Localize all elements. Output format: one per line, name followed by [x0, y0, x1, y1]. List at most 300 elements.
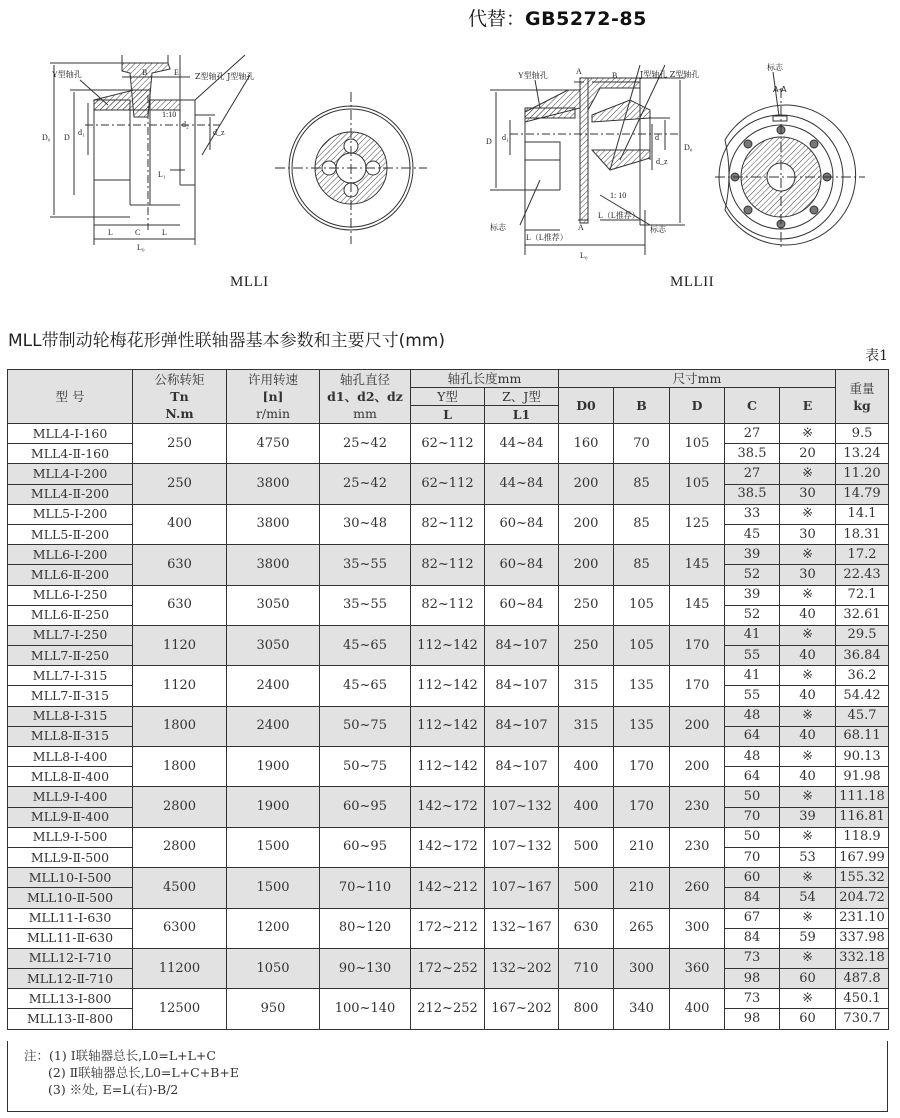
- cell-b: 300: [614, 948, 670, 988]
- cell-bore-len-l1: 132~202: [485, 948, 559, 988]
- cell-weight: 231.10: [836, 908, 889, 928]
- label-taper: 1:10: [162, 110, 177, 119]
- cell-bore-dia: 35~55: [320, 545, 411, 585]
- cell-e: 40: [780, 646, 836, 666]
- cell-bore-dia: 80~120: [320, 908, 411, 948]
- label-d0: D₀: [42, 133, 51, 142]
- cell-c: 50: [725, 827, 780, 847]
- cell-model: MLL6-Ⅰ-200: [8, 545, 133, 565]
- label-dd-ii: d: [655, 133, 659, 142]
- cell-weight: 90.13: [836, 747, 889, 767]
- label-d0-ii: D₀: [684, 143, 693, 152]
- cell-torque: 11200: [133, 948, 227, 988]
- label-l-recommend-left: L（L推荐）: [526, 233, 568, 242]
- table-row: [8, 908, 889, 928]
- cell-weight: 167.99: [836, 847, 889, 867]
- cell-b: 265: [614, 908, 670, 948]
- table-row: [8, 948, 889, 968]
- cell-bore-dia: 60~95: [320, 787, 411, 827]
- cell-bore-dia: 70~110: [320, 868, 411, 908]
- cell-e: 40: [780, 767, 836, 787]
- cell-bore-dia: 25~42: [320, 424, 411, 464]
- cell-d: 200: [670, 747, 725, 787]
- cell-bore-len-l1: 107~132: [485, 827, 559, 867]
- cell-c: 39: [725, 545, 780, 565]
- cell-c: 48: [725, 706, 780, 726]
- cell-d: 200: [670, 706, 725, 746]
- cell-torque: 630: [133, 545, 227, 585]
- header-torque-unit: N.m: [165, 406, 194, 421]
- cell-model: MLL6-Ⅰ-250: [8, 585, 133, 605]
- cell-model: MLL4-Ⅱ-160: [8, 444, 133, 464]
- mllii-end-view: [715, 60, 875, 260]
- standard-code: GB5272-85: [525, 8, 647, 30]
- cell-d0: 250: [559, 625, 614, 665]
- header-weight-cn: 重量: [849, 380, 875, 396]
- cell-weight: 332.18: [836, 948, 889, 968]
- cell-torque: 1800: [133, 747, 227, 787]
- cell-b: 135: [614, 666, 670, 706]
- cell-weight: 155.32: [836, 868, 889, 888]
- cell-model: MLL7-Ⅰ-315: [8, 666, 133, 686]
- cell-speed: 2400: [227, 666, 320, 706]
- mllii-caption: MLLII: [670, 274, 715, 290]
- cell-bore-dia: 90~130: [320, 948, 411, 988]
- cell-bore-len-l: 112~142: [411, 747, 485, 787]
- cell-bore-dia: 25~42: [320, 464, 411, 504]
- label-d1-ii: d₁: [502, 133, 509, 142]
- cell-weight: 116.81: [836, 807, 889, 827]
- table-row: [8, 989, 889, 1009]
- mllii-section-drawing: [480, 60, 695, 270]
- header-y-type: Y型: [411, 388, 485, 406]
- cell-c: 38.5: [725, 484, 780, 504]
- cell-bore-len-l: 172~252: [411, 948, 485, 988]
- cell-e: 40: [780, 686, 836, 706]
- cell-model: MLL9-Ⅱ-500: [8, 847, 133, 867]
- cell-d: 400: [670, 989, 725, 1029]
- cell-d: 145: [670, 585, 725, 625]
- cell-c: 60: [725, 868, 780, 888]
- cell-c: 73: [725, 989, 780, 1009]
- notes-prefix: 注：: [24, 1048, 50, 1063]
- cell-c: 27: [725, 464, 780, 484]
- cell-bore-len-l: 142~172: [411, 827, 485, 867]
- cell-speed: 1900: [227, 787, 320, 827]
- replace-label: 代替：: [468, 8, 526, 30]
- cell-model: MLL13-Ⅱ-800: [8, 1009, 133, 1029]
- cell-speed: 1500: [227, 827, 320, 867]
- cell-e: 59: [780, 928, 836, 948]
- cell-speed: 3800: [227, 464, 320, 504]
- cell-bore-len-l: 112~142: [411, 625, 485, 665]
- cell-bore-len-l: 62~112: [411, 464, 485, 504]
- mllii-jz-bore-label-wrap: [640, 62, 699, 81]
- cell-bore-len-l1: 60~84: [485, 545, 559, 585]
- cell-e: 39: [780, 807, 836, 827]
- cell-speed: 1900: [227, 747, 320, 787]
- cell-d0: 200: [559, 504, 614, 544]
- cell-bore-len-l1: 60~84: [485, 504, 559, 544]
- cell-bore-len-l1: 132~167: [485, 908, 559, 948]
- cell-e: ※: [780, 625, 836, 645]
- cell-c: 64: [725, 726, 780, 746]
- cell-model: MLL10-Ⅱ-500: [8, 888, 133, 908]
- cell-model: MLL11-Ⅱ-630: [8, 928, 133, 948]
- cell-bore-len-l: 112~142: [411, 666, 485, 706]
- cell-speed: 950: [227, 989, 320, 1029]
- cell-e: 40: [780, 726, 836, 746]
- cell-weight: 91.98: [836, 767, 889, 787]
- label-y-bore-ii: Y型轴孔: [518, 71, 548, 80]
- cell-e: ※: [780, 989, 836, 1009]
- cell-speed: 1200: [227, 908, 320, 948]
- header-dims: 尺寸mm: [559, 370, 836, 388]
- cell-c: 52: [725, 565, 780, 585]
- cell-bore-dia: 50~75: [320, 747, 411, 787]
- cell-b: 85: [614, 464, 670, 504]
- label-l-left: L: [108, 228, 113, 237]
- header-weight: [836, 370, 889, 424]
- cell-speed: 2400: [227, 706, 320, 746]
- cell-bore-len-l1: 167~202: [485, 989, 559, 1029]
- cell-model: MLL9-Ⅰ-400: [8, 787, 133, 807]
- cell-e: ※: [780, 827, 836, 847]
- cell-e: 60: [780, 1009, 836, 1029]
- cell-c: 27: [725, 424, 780, 444]
- note-2: (2) Ⅱ联轴器总长,L0=L+C+B+E: [48, 1065, 239, 1080]
- cell-d: 260: [670, 868, 725, 908]
- header-speed-unit: r/min: [255, 406, 291, 421]
- cell-c: 41: [725, 666, 780, 686]
- cell-model: MLL10-Ⅰ-500: [8, 868, 133, 888]
- table-row: [8, 706, 889, 726]
- cell-bore-len-l1: 60~84: [485, 585, 559, 625]
- cell-c: 50: [725, 787, 780, 807]
- cell-weight: 337.98: [836, 928, 889, 948]
- cell-bore-len-l: 142~172: [411, 787, 485, 827]
- cell-e: 30: [780, 565, 836, 585]
- label-d: D: [64, 133, 70, 142]
- cell-d: 230: [670, 827, 725, 867]
- cell-torque: 1120: [133, 666, 227, 706]
- cell-d0: 315: [559, 706, 614, 746]
- cell-c: 55: [725, 646, 780, 666]
- label-taper-ii: 1: 10: [610, 191, 627, 200]
- cell-speed: 4750: [227, 424, 320, 464]
- cell-model: MLL4-Ⅰ-200: [8, 464, 133, 484]
- spec-table-body: [8, 424, 889, 1030]
- cell-bore-dia: 45~65: [320, 666, 411, 706]
- cell-bore-len-l1: 84~107: [485, 625, 559, 665]
- cell-model: MLL11-Ⅰ-630: [8, 908, 133, 928]
- label-a-top: A: [576, 67, 582, 76]
- label-jz-bore: J型轴孔 Z型轴孔: [640, 70, 700, 79]
- table-row: [8, 585, 889, 605]
- cell-model: MLL12-Ⅱ-710: [8, 969, 133, 989]
- cell-speed: 1050: [227, 948, 320, 988]
- cell-bore-dia: 100~140: [320, 989, 411, 1029]
- cell-d0: 630: [559, 908, 614, 948]
- cell-e: 53: [780, 847, 836, 867]
- note-1: (1) Ⅰ联轴器总长,L0=L+L+C: [49, 1048, 216, 1063]
- label-section-aa: A-A: [773, 85, 787, 94]
- mlli-caption: MLLI: [230, 274, 269, 290]
- label-l-recommend-right: L（L推荐）: [598, 211, 640, 220]
- cell-weight: 36.2: [836, 666, 889, 686]
- cell-bore-len-l: 82~112: [411, 585, 485, 625]
- table-row: [8, 868, 889, 888]
- cell-speed: 3800: [227, 545, 320, 585]
- cell-weight: 54.42: [836, 686, 889, 706]
- cell-weight: 11.20: [836, 464, 889, 484]
- table-row: [8, 464, 889, 484]
- cell-weight: 72.1: [836, 585, 889, 605]
- mlli-section-svg: [30, 55, 250, 270]
- cell-model: MLL12-Ⅰ-710: [8, 948, 133, 968]
- cell-b: 170: [614, 747, 670, 787]
- cell-torque: 2800: [133, 787, 227, 827]
- table-row: [8, 747, 889, 767]
- cell-model: MLL7-Ⅰ-250: [8, 625, 133, 645]
- spec-table: [7, 369, 889, 1030]
- cell-weight: 9.5: [836, 424, 889, 444]
- cell-e: 40: [780, 605, 836, 625]
- table-row: [8, 504, 889, 524]
- header-speed-cn: 许用转速: [247, 372, 298, 387]
- cell-weight: 13.24: [836, 444, 889, 464]
- cell-weight: 204.72: [836, 888, 889, 908]
- standard-reference: [468, 4, 647, 31]
- cell-c: 55: [725, 686, 780, 706]
- cell-d0: 400: [559, 787, 614, 827]
- label-mark-left: 标志: [490, 223, 506, 232]
- cell-model: MLL4-Ⅱ-200: [8, 484, 133, 504]
- cell-bore-dia: 35~55: [320, 585, 411, 625]
- cell-e: ※: [780, 908, 836, 928]
- cell-bore-dia: 60~95: [320, 827, 411, 867]
- label-y-bore: Y型轴孔: [52, 70, 82, 79]
- header-l: L: [411, 406, 485, 424]
- cell-bore-len-l1: 107~167: [485, 868, 559, 908]
- cell-model: MLL9-Ⅰ-500: [8, 827, 133, 847]
- mlli-zj-bore-label-wrap: [195, 64, 254, 83]
- cell-weight: 487.8: [836, 969, 889, 989]
- cell-model: MLL4-Ⅰ-160: [8, 424, 133, 444]
- cell-bore-len-l: 142~212: [411, 868, 485, 908]
- cell-weight: 17.2: [836, 545, 889, 565]
- table-row: [8, 625, 889, 645]
- cell-c: 70: [725, 847, 780, 867]
- cell-c: 67: [725, 908, 780, 928]
- cell-c: 38.5: [725, 444, 780, 464]
- cell-c: 45: [725, 524, 780, 544]
- cell-model: MLL8-Ⅰ-315: [8, 706, 133, 726]
- cell-b: 105: [614, 625, 670, 665]
- cell-e: 60: [780, 969, 836, 989]
- cell-weight: 68.11: [836, 726, 889, 746]
- cell-torque: 400: [133, 504, 227, 544]
- cell-d: 170: [670, 666, 725, 706]
- cell-d0: 315: [559, 666, 614, 706]
- cell-weight: 450.1: [836, 989, 889, 1009]
- table-title: MLL带制动轮梅花形弹性联轴器基本参数和主要尺寸(mm): [8, 331, 445, 351]
- cell-e: ※: [780, 585, 836, 605]
- label-dz: d_z: [213, 128, 225, 137]
- cell-d: 105: [670, 424, 725, 464]
- label-c: C: [135, 228, 141, 237]
- cell-e: ※: [780, 706, 836, 726]
- cell-torque: 630: [133, 585, 227, 625]
- cell-b: 70: [614, 424, 670, 464]
- table-row: [8, 827, 889, 847]
- cell-torque: 250: [133, 424, 227, 464]
- cell-torque: 4500: [133, 868, 227, 908]
- cell-b: 85: [614, 504, 670, 544]
- cell-weight: 45.7: [836, 706, 889, 726]
- header-bore-len: 轴孔长度mm: [411, 370, 559, 388]
- cell-torque: 1800: [133, 706, 227, 746]
- label-d-ii: D: [486, 137, 492, 146]
- label-l-right: L: [162, 228, 167, 237]
- cell-e: ※: [780, 464, 836, 484]
- cell-e: ※: [780, 666, 836, 686]
- note-3: (3) ※处, E=L(右)-B/2: [48, 1082, 179, 1097]
- note-line-1: [24, 1047, 887, 1064]
- cell-model: MLL8-Ⅱ-400: [8, 767, 133, 787]
- cell-d: 170: [670, 625, 725, 665]
- cell-e: ※: [780, 787, 836, 807]
- cell-e: ※: [780, 747, 836, 767]
- label-dz-ii: d_z: [656, 157, 668, 166]
- label-l1: L₁: [158, 170, 166, 179]
- header-d0: D0: [559, 388, 614, 424]
- cell-c: 73: [725, 948, 780, 968]
- mlli-end-view: [275, 92, 427, 244]
- header-c: C: [725, 388, 780, 424]
- cell-bore-len-l: 82~112: [411, 545, 485, 585]
- label-zj-bore: Z型轴孔 J型轴孔: [195, 72, 255, 81]
- cell-c: 84: [725, 888, 780, 908]
- header-l1: L1: [485, 406, 559, 424]
- note-line-2: [24, 1064, 887, 1081]
- cell-speed: 3050: [227, 585, 320, 625]
- cell-e: 54: [780, 888, 836, 908]
- cell-weight: 22.43: [836, 565, 889, 585]
- label-b-ii: B: [612, 71, 618, 80]
- label-d1: d₁: [78, 128, 85, 137]
- cell-bore-len-l: 82~112: [411, 504, 485, 544]
- cell-weight: 36.84: [836, 646, 889, 666]
- cell-model: MLL7-Ⅱ-250: [8, 646, 133, 666]
- cell-b: 170: [614, 787, 670, 827]
- cell-b: 340: [614, 989, 670, 1029]
- cell-b: 210: [614, 868, 670, 908]
- label-d2: d₂: [182, 120, 189, 129]
- cell-e: ※: [780, 948, 836, 968]
- header-weight-unit: kg: [853, 397, 871, 413]
- cell-bore-len-l: 212~252: [411, 989, 485, 1029]
- cell-c: 98: [725, 1009, 780, 1029]
- cell-d: 145: [670, 545, 725, 585]
- cell-model: MLL8-Ⅰ-400: [8, 747, 133, 767]
- table-number: 表1: [865, 348, 888, 364]
- header-torque: [133, 370, 227, 424]
- cell-weight: 111.18: [836, 787, 889, 807]
- cell-b: 210: [614, 827, 670, 867]
- cell-d0: 500: [559, 827, 614, 867]
- label-l0-ii: L₀: [580, 251, 588, 260]
- cell-d: 300: [670, 908, 725, 948]
- cell-model: MLL8-Ⅱ-315: [8, 726, 133, 746]
- cell-bore-len-l1: 107~132: [485, 787, 559, 827]
- cell-c: 52: [725, 605, 780, 625]
- cell-bore-len-l1: 84~107: [485, 706, 559, 746]
- cell-d: 105: [670, 464, 725, 504]
- cell-weight: 18.31: [836, 524, 889, 544]
- cell-model: MLL7-Ⅱ-315: [8, 686, 133, 706]
- cell-c: 33: [725, 504, 780, 524]
- table-row: [8, 787, 889, 807]
- cell-e: 30: [780, 524, 836, 544]
- cell-b: 135: [614, 706, 670, 746]
- cell-bore-len-l: 112~142: [411, 706, 485, 746]
- mllii-section-svg: [480, 60, 695, 270]
- header-b: B: [614, 388, 670, 424]
- table-row: [8, 545, 889, 565]
- cell-d0: 250: [559, 585, 614, 625]
- header-model: 型 号: [8, 370, 133, 424]
- label-e: E: [174, 68, 179, 77]
- cell-speed: 3050: [227, 625, 320, 665]
- label-mark-right: 标志: [650, 225, 666, 234]
- mlli-end-view-svg: [275, 92, 427, 244]
- cell-d0: 200: [559, 545, 614, 585]
- header-bore-dia-unit: mm: [353, 406, 377, 421]
- cell-bore-len-l1: 44~84: [485, 424, 559, 464]
- cell-weight: 32.61: [836, 605, 889, 625]
- cell-weight: 118.9: [836, 827, 889, 847]
- cell-weight: 730.7: [836, 1009, 889, 1029]
- cell-model: MLL6-Ⅱ-200: [8, 565, 133, 585]
- cell-c: 48: [725, 747, 780, 767]
- cell-d: 125: [670, 504, 725, 544]
- cell-d: 360: [670, 948, 725, 988]
- header-d: D: [670, 388, 725, 424]
- cell-speed: 1500: [227, 868, 320, 908]
- cell-speed: 3800: [227, 504, 320, 544]
- cell-d0: 200: [559, 464, 614, 504]
- header-speed: [227, 370, 320, 424]
- cell-bore-dia: 45~65: [320, 625, 411, 665]
- cell-e: ※: [780, 424, 836, 444]
- cell-model: MLL9-Ⅱ-400: [8, 807, 133, 827]
- table-row: [8, 424, 889, 444]
- cell-b: 105: [614, 585, 670, 625]
- cell-e: ※: [780, 545, 836, 565]
- cell-weight: 29.5: [836, 625, 889, 645]
- label-a-bottom: A: [578, 223, 584, 232]
- cell-bore-len-l: 62~112: [411, 424, 485, 464]
- header-zj-type: Z、J型: [485, 388, 559, 406]
- header-bore-dia-sym: d1、d2、dz: [327, 389, 403, 404]
- mlli-section-drawing: [30, 55, 250, 270]
- header-e: E: [780, 388, 836, 424]
- header-torque-cn: 公称转矩: [154, 372, 205, 387]
- cell-d0: 800: [559, 989, 614, 1029]
- cell-c: 84: [725, 928, 780, 948]
- label-l0: L₀: [137, 243, 145, 252]
